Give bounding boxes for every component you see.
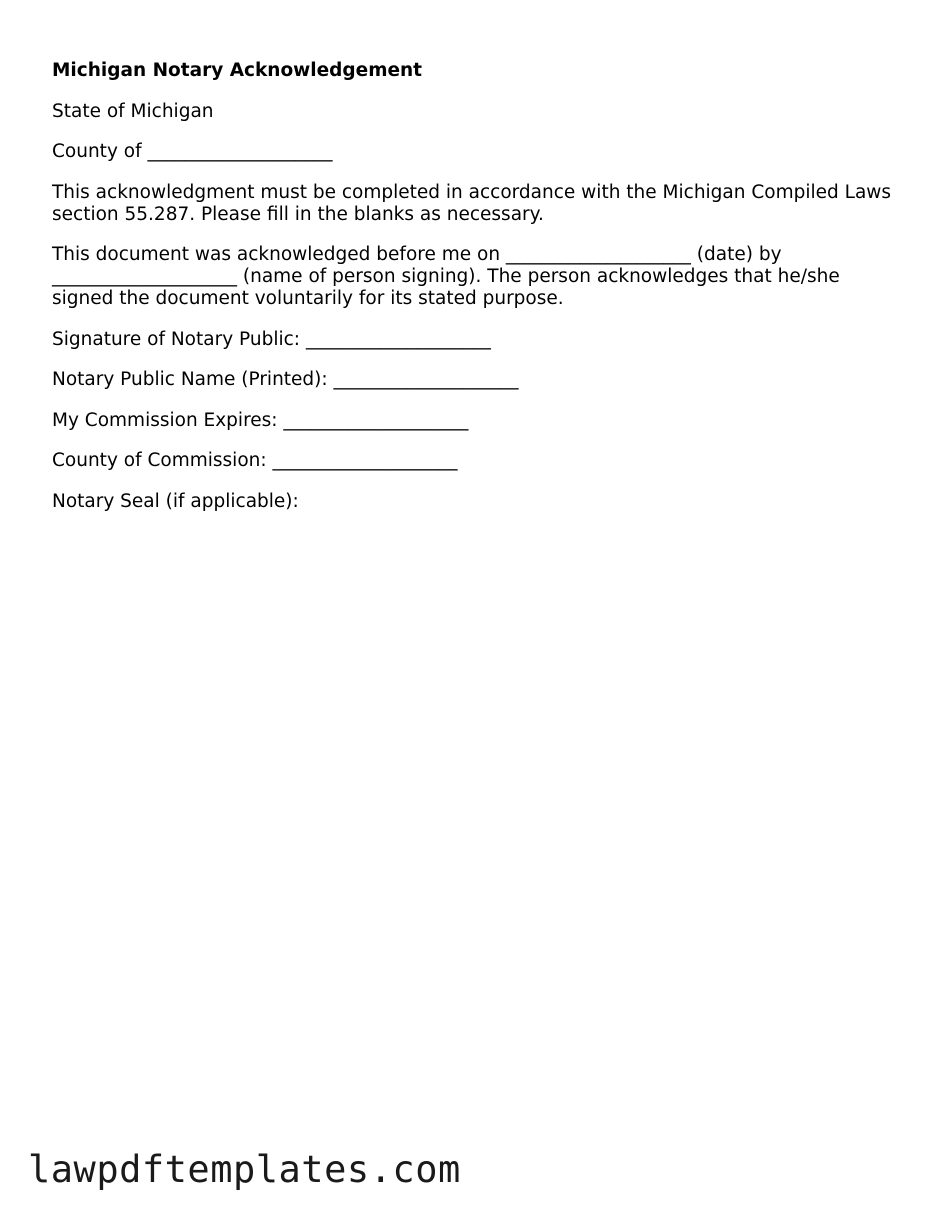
acknowledgment-paragraph: This document was acknowledged before me on ____________________ (date) by ____________________ (name of person signing). The person acknowledges that he/she signed the document voluntarily for its stated purpose. [52,244,840,309]
notary-printed-name-line: Notary Public Name (Printed): ____________________ [52,369,519,390]
notary-seal-line: Notary Seal (if applicable): [52,490,299,512]
commission-expires-line: My Commission Expires: ____________________ [52,409,469,431]
document-body [52,60,902,531]
document-title: Michigan Notary Acknowledgement [52,60,423,81]
state-line: State of Michigan [52,100,214,122]
notary-signature-line: Signature of Notary Public: ____________________ [52,328,491,350]
intro-paragraph: This acknowledgment must be completed in accordance with the Michigan Compiled Laws section 55.287. Please fill in the blanks as necessary. [52,181,892,225]
county-line: County of ____________________ [52,141,333,162]
county-of-commission-line: County of Commission: ____________________ [52,450,458,471]
site-watermark: lawpdftemplates.com [28,1148,461,1191]
